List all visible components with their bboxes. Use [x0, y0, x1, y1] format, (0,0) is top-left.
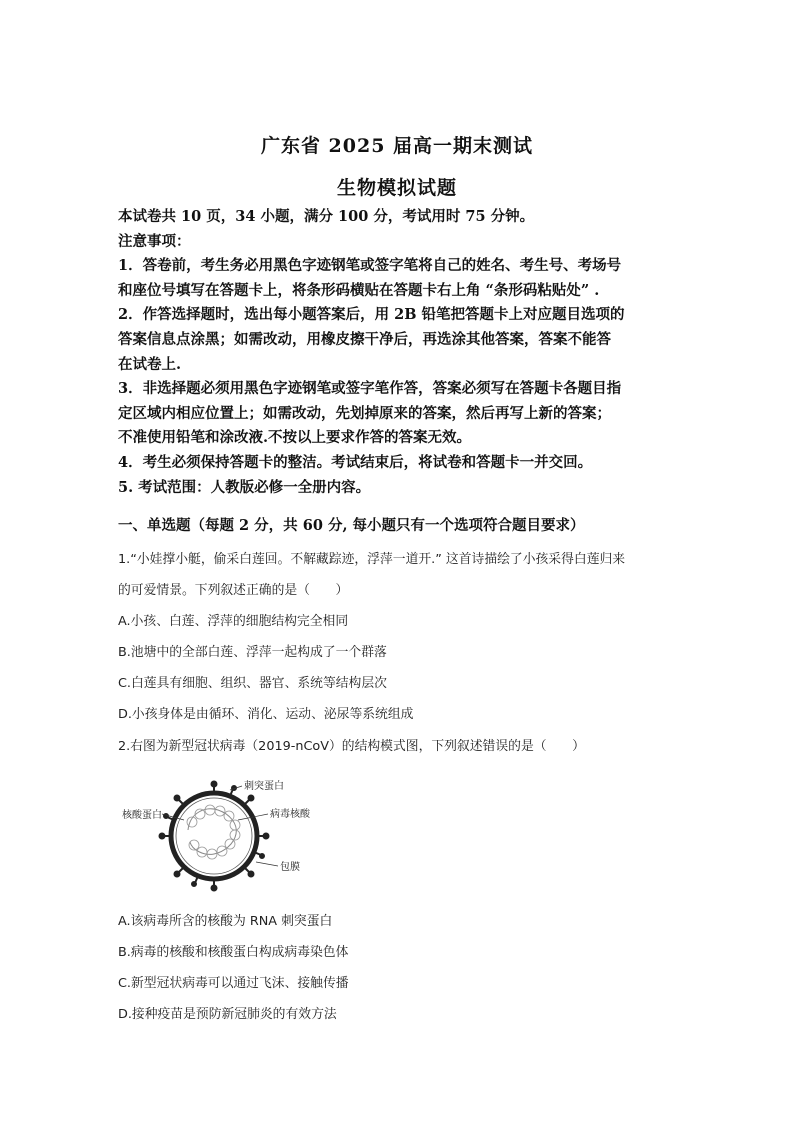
label-viral-rna: 病毒核酸	[270, 809, 310, 820]
note-line: 和座位号填写在答题卡上，将条形码横贴在答题卡右上角 “条形码粘贴处” .	[118, 281, 600, 299]
note-line: 4．考生必须保持答题卡的整洁。考试结束后，将试卷和答题卡一并交回。	[118, 453, 593, 471]
virus-diagram	[118, 772, 338, 900]
exam-intro: 本试卷共 10 页，34 小题，满分 100 分，考试用时 75 分钟。	[118, 208, 535, 225]
option-b: B.池塘中的全部白莲、浮萍一起构成了一个群落	[118, 645, 387, 660]
question-1	[118, 544, 678, 730]
note-line: 不准使用铅笔和涂改液.不按以上要求作答的答案无效。	[118, 429, 472, 447]
virus-structure-figure	[118, 772, 338, 900]
question-stem-line: 1.“小娃撑小艇，偷采白莲回。不解藏踪迹，浮萍一道开.” 这首诗描绘了小孩采得白莲归来	[118, 552, 626, 567]
exam-subtitle: 生物模拟试题	[336, 177, 457, 199]
question-2-stem	[118, 731, 678, 762]
option-a: A.小孩、白莲、浮萍的细胞结构完全相同	[118, 614, 349, 629]
notes-heading: 注意事项：	[118, 232, 191, 250]
note-line: 3．非选择题必须用黑色字迹钢笔或签字笔作答，答案必须写在答题卡各题目指	[118, 380, 622, 398]
section-title: 一、单选题（每题 2 分，共 60 分, 每小题只有一个选项符合题目要求）	[118, 517, 585, 534]
option-c: C.新型冠状病毒可以通过飞沫、接触传播	[118, 976, 349, 991]
note-line: 定区域内相应位置上；如需改动，先划掉原来的答案，然后再写上新的答案；	[118, 404, 611, 422]
option-d: D.接种疫苗是预防新冠肺炎的有效方法	[118, 1007, 337, 1022]
note-line: 在试卷上.	[118, 355, 182, 373]
note-line: 5. 考试范围：人教版必修一全册内容。	[118, 478, 371, 496]
label-envelope: 包膜	[280, 862, 300, 873]
instructions-block	[118, 205, 678, 500]
exam-title: 广东省 2025 届高一期末测试	[260, 135, 534, 157]
option-b: B.病毒的核酸和核酸蛋白构成病毒染色体	[118, 945, 349, 960]
option-d: D.小孩身体是由循环、消化、运动、泌尿等系统组成	[118, 707, 414, 722]
note-line: 2．作答选择题时，选出每小题答案后，用 2B 铅笔把答题卡上对应题目选项的	[118, 306, 625, 324]
question-stem-line: 2.右图为新型冠状病毒（2019-nCoV）的结构模式图，下列叙述错误的是（ ）	[118, 739, 585, 754]
label-nucleoprotein: 核酸蛋白	[122, 810, 162, 821]
question-2-options	[118, 906, 678, 1030]
option-c: C.白莲具有细胞、组织、器官、系统等结构层次	[118, 676, 387, 691]
label-spike-protein: 刺突蛋白	[244, 781, 284, 792]
question-stem-line: 的可爱情景。下列叙述正确的是（ ）	[118, 583, 349, 598]
note-line: 1．答卷前，考生务必用黑色字迹钢笔或签字笔将自己的姓名、考生号、考场号	[118, 257, 622, 275]
option-a: A.该病毒所含的核酸为 RNA 刺突蛋白	[118, 914, 333, 929]
note-line: 答案信息点涂黑；如需改动，用橡皮擦干净后，再选涂其他答案，答案不能答	[118, 330, 611, 348]
